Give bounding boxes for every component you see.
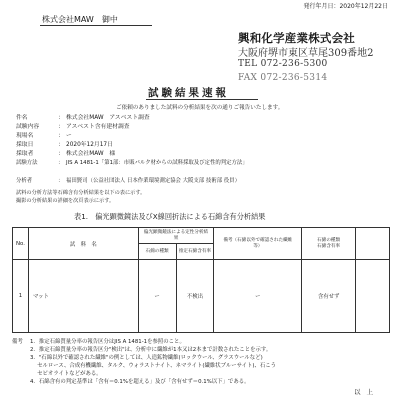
info-value: ー	[66, 133, 72, 139]
remark-line: セピオライトなどがある。	[30, 371, 102, 377]
header-remarks: 備考（石綿以外で確認された繊維等）	[214, 228, 302, 260]
info-label: 試験内容	[16, 124, 40, 130]
table-title: 表1. 偏光顕微鏡法及びX線回折法による石綿含有分析結果	[74, 212, 266, 221]
info-label: 試験方法	[16, 160, 38, 166]
info-value: アスベスト含有建材調査	[66, 124, 130, 130]
info-value: JIS A 1481-1「第1部：市販バルク材からの試料採取及び定性的判定方法」	[66, 160, 248, 166]
info-row-site: 現場名 ： ー	[16, 133, 72, 139]
info-label: 現場名	[16, 133, 34, 139]
info-label: 採取日	[16, 142, 34, 148]
info-value: 福田賢司（公益社団法人 日本作業環境測定協会 大阪支部 技術部 役員）	[66, 178, 240, 184]
title-underline	[146, 99, 258, 100]
header-final-type	[302, 228, 356, 260]
note-text: 試料の分析方法等石綿含有分析結果を以下の表に示す。	[16, 190, 146, 196]
info-row-sampling-date: 採取日 ： 2020年12月17日	[16, 142, 113, 148]
company-tel: TEL 072-236-5300	[238, 59, 328, 69]
remark-line: セルロース、合成有機繊維、タルク、ウォラストナイト、ネマライト(繊維状ブルーサイト)、石こう	[30, 363, 277, 369]
note-text: 撮影の分析結果の詳細を次頁表示に示す。	[16, 198, 115, 204]
end-mark: 以上	[354, 388, 379, 396]
remarks-label: 備考	[12, 339, 23, 345]
remark-line: 2．推定石綿質量分率の報告区分"検出"は、分析中に繊維が1本又は2本まで計数されたことを示す。	[30, 347, 272, 353]
cell-asbestos-type: ー	[138, 260, 176, 333]
intro-text: ご依頼のありました試料の分析結果を次の通りご報告いたします。	[116, 105, 284, 111]
info-label: 分析者	[16, 178, 33, 184]
cell-content: 不検出	[176, 260, 214, 333]
info-label: 件名	[16, 115, 28, 121]
cell-final-result: 含有せず	[302, 260, 356, 333]
remark-line: 3．"石綿以外で確認された繊維"の例としては、人造鉱物繊維(ロックウール、グラスウールなど)	[30, 355, 263, 361]
header-no: No.	[13, 228, 29, 260]
info-row-method: 試験方法 ： JIS A 1481-1「第1部：市販バルク材からの試料採取及び定性的判定方法」	[16, 160, 248, 166]
info-label: 採取者	[16, 151, 34, 157]
info-value: 株式会社MAW 様	[66, 151, 116, 157]
header-polarizing-group: 偏光顕微鏡法による定性分析結果	[138, 228, 214, 244]
header-final-content-label: 石綿含有率	[317, 243, 341, 249]
recipient-name: 株式会社MAW 御中	[42, 15, 118, 24]
info-value: 2020年12月17日	[66, 142, 113, 148]
company-fax: FAX 072-236-5314	[238, 73, 328, 83]
remark-line: 1．推定石綿質量分率の報告区分はJIS A 1481-1を参照のこと。	[30, 339, 185, 345]
cell-no: 1	[13, 260, 29, 333]
company-name: 興和化学産業株式会社	[238, 31, 355, 45]
header-content: 推定石綿含有率	[176, 244, 214, 260]
info-row-sampler: 採取者 ： 株式会社MAW 様	[16, 151, 116, 157]
info-row-subject: 件名 ： 株式会社MAW アスベスト調査	[16, 115, 150, 121]
cell-empty	[356, 260, 390, 333]
analysis-table	[12, 227, 390, 333]
cell-sample: マット	[28, 260, 138, 333]
info-value: 株式会社MAW アスベスト調査	[66, 115, 150, 121]
document-title: 試験結果速報	[148, 87, 229, 99]
remark-line: 4．石綿含有の判定基準は「含有＝0.1%を超える」及び「含有せず＝0.1%以下」である。	[30, 379, 250, 385]
cell-remarks: ー	[214, 260, 302, 333]
company-address: 大阪府堺市東区草尾309番地2	[238, 48, 374, 59]
header-sample: 試 料 名	[28, 228, 138, 260]
issue-date: 発行年月日：2020年12月22日	[303, 3, 388, 10]
header-asbestos-type: 石綿の種類	[138, 244, 176, 260]
recipient-underline	[40, 25, 152, 26]
header-final-type-label: 石綿の種類	[317, 237, 341, 243]
header-empty	[356, 228, 390, 260]
info-row-test-content: 試験内容 ： アスベスト含有建材調査	[16, 124, 130, 130]
info-row-analyst: 分析者 ： 福田賢司（公益社団法人 日本作業環境測定協会 大阪支部 技術部 役員）	[16, 178, 240, 184]
